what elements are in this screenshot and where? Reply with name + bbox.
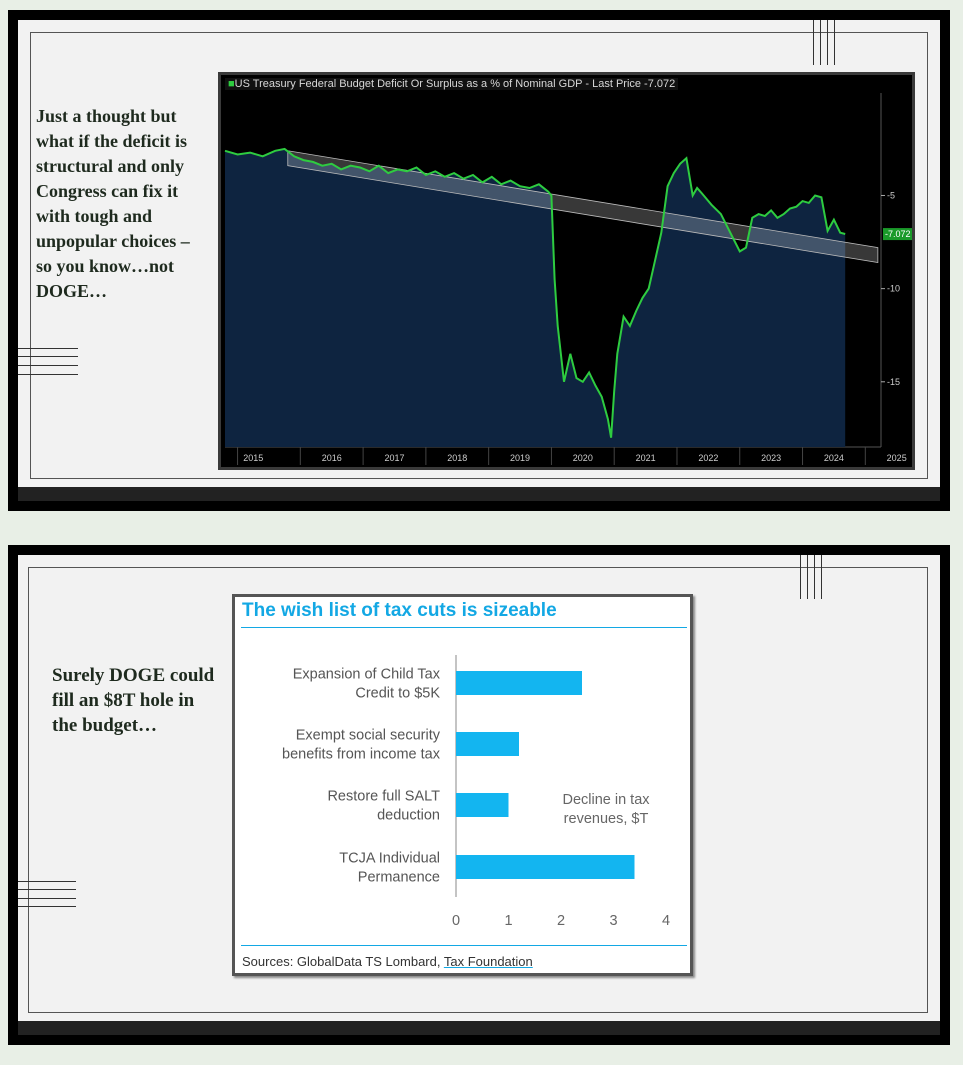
slide-commentary: Just a thought but what if the deficit is structural and only Congress can fix it with tough and unpopular choices – so you know…not DOGE… bbox=[36, 106, 190, 301]
footer-bar bbox=[18, 1021, 940, 1035]
x-tick-label: 2017 bbox=[384, 453, 405, 463]
category-label: deduction bbox=[377, 807, 440, 824]
chart-annotation: Decline in tax revenues, $T bbox=[562, 792, 650, 827]
deco-line bbox=[814, 555, 815, 599]
x-tick-label: 2024 bbox=[823, 453, 844, 463]
x-tick-label: 2020 bbox=[572, 453, 593, 463]
chart-title: ■US Treasury Federal Budget Deficit Or Surplus as a % of Nominal GDP - Last Price -7.072 bbox=[225, 78, 678, 90]
category-label: benefits from income tax bbox=[282, 746, 440, 763]
y-tick-label: -10 bbox=[887, 283, 901, 294]
last-price-label: -7.072 bbox=[885, 229, 911, 240]
chart-source bbox=[242, 954, 533, 969]
y-tick-label: -15 bbox=[887, 376, 901, 387]
deco-line bbox=[18, 356, 78, 357]
bloomberg-chart bbox=[218, 72, 915, 470]
category-label: Permanence bbox=[357, 869, 440, 886]
deco-line bbox=[800, 555, 801, 599]
source-rule bbox=[241, 945, 687, 946]
deco-line bbox=[18, 348, 78, 349]
deco-line bbox=[18, 881, 76, 882]
x-tick-label: 2015 bbox=[243, 453, 264, 463]
deco-line bbox=[821, 555, 822, 599]
bar bbox=[456, 855, 635, 879]
chart-title: The wish list of tax cuts is sizeable bbox=[242, 600, 557, 621]
deco-line bbox=[820, 20, 821, 65]
deco-line bbox=[834, 20, 835, 65]
category-label: TCJA Individual bbox=[339, 850, 440, 867]
deco-line bbox=[18, 898, 76, 899]
category-label: Restore full SALT bbox=[327, 788, 440, 805]
deco-line bbox=[827, 20, 828, 65]
bar bbox=[456, 793, 509, 817]
x-tick-label: 2023 bbox=[761, 453, 782, 463]
category-label: Expansion of Child Tax bbox=[292, 666, 440, 683]
deco-line bbox=[18, 889, 76, 890]
x-tick-label: 2018 bbox=[447, 453, 468, 463]
deco-line bbox=[807, 555, 808, 599]
x-tick-label: 2025 bbox=[886, 453, 907, 463]
tax-cuts-chart-svg bbox=[235, 597, 690, 973]
bar bbox=[456, 732, 519, 756]
tax-cuts-chart bbox=[232, 594, 693, 976]
y-tick-label: -5 bbox=[887, 190, 896, 201]
deco-line bbox=[813, 20, 814, 65]
footer-bar bbox=[18, 487, 940, 501]
x-tick-label: 3 bbox=[609, 913, 618, 929]
x-tick-label: 2016 bbox=[321, 453, 342, 463]
x-tick-label: 4 bbox=[661, 913, 671, 929]
x-tick-label: 2019 bbox=[510, 453, 531, 463]
x-tick-label: 2022 bbox=[698, 453, 719, 463]
bar bbox=[456, 671, 582, 695]
slide-commentary: Surely DOGE could fill an $8T hole in the budget… bbox=[52, 665, 215, 736]
category-label: Exempt social security bbox=[295, 727, 440, 744]
x-tick-label: 1 bbox=[504, 913, 513, 929]
category-label: Credit to $5K bbox=[355, 685, 440, 702]
source-link[interactable]: Tax Foundation bbox=[443, 954, 533, 969]
x-tick-label: 0 bbox=[451, 913, 461, 929]
deco-line bbox=[18, 365, 78, 366]
source-text: Sources: GlobalData TS Lombard, bbox=[242, 954, 444, 969]
x-tick-label: 2 bbox=[556, 913, 566, 929]
x-tick-label: 2021 bbox=[635, 453, 656, 463]
deco-line bbox=[18, 374, 78, 375]
deco-line bbox=[18, 906, 76, 907]
deficit-chart-svg bbox=[221, 75, 912, 467]
